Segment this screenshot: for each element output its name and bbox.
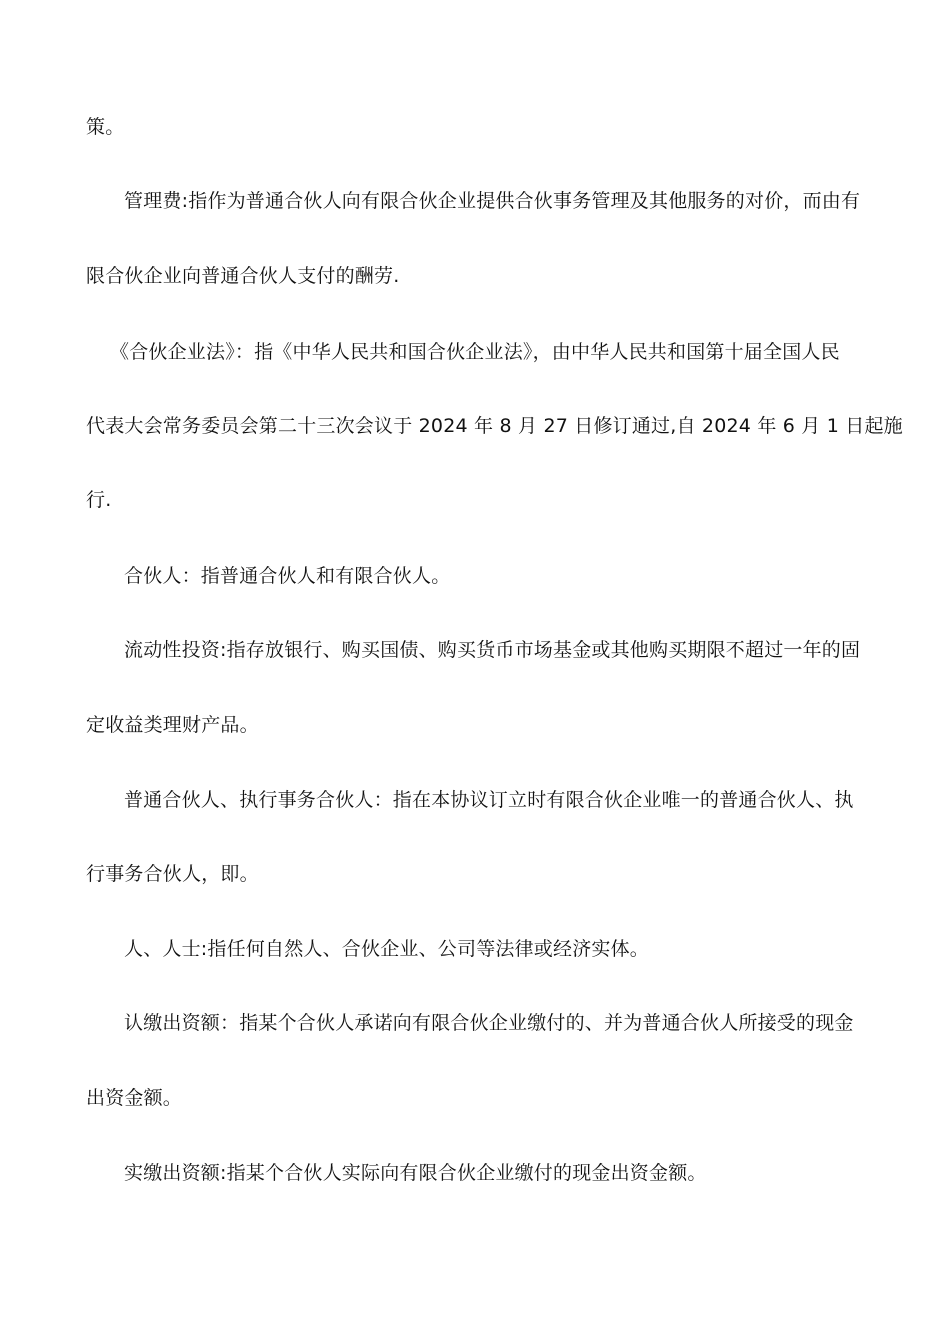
definition-partnership-law: 《合伙企业法》：指《中华人民共和国合伙企业法》，由中华人民共和国第十届全国人民: [110, 341, 840, 363]
definition-management-fee-cont: 限合伙企业向普通合伙人支付的酬劳.: [86, 265, 400, 287]
definition-general-partner-cont: 行事务合伙人，即。: [86, 863, 259, 885]
definition-partner: 合伙人：指普通合伙人和有限合伙人。: [124, 565, 451, 587]
definition-partnership-law-end: 行.: [86, 489, 112, 511]
definition-management-fee: 管理费:指作为普通合伙人向有限合伙企业提供合伙事务管理及其他服务的对价，而由有: [124, 190, 861, 212]
definition-person: 人、人士:指任何自然人、合伙企业、公司等法律或经济实体。: [124, 938, 650, 960]
definition-partnership-law-cont: 代表大会常务委员会第二十三次会议于 2024 年 8 月 27 日修订通过,自 2024 年 6 月 1 日起施: [86, 415, 903, 437]
definition-liquidity-investment-cont: 定收益类理财产品。: [86, 714, 259, 736]
text-line-policy-end: 策。: [86, 116, 125, 138]
definition-subscribed-capital-cont: 出资金额。: [86, 1087, 183, 1109]
definition-general-partner: 普通合伙人、执行事务合伙人：指在本协议订立时有限合伙企业唯一的普通合伙人、执: [124, 789, 854, 811]
definition-liquidity-investment: 流动性投资:指存放银行、购买国债、购买货币市场基金或其他购买期限不超过一年的固: [124, 639, 861, 661]
definition-paid-in-capital: 实缴出资额:指某个合伙人实际向有限合伙企业缴付的现金出资金额。: [124, 1162, 707, 1184]
definition-subscribed-capital: 认缴出资额：指某个合伙人承诺向有限合伙企业缴付的、并为普通合伙人所接受的现金: [124, 1012, 854, 1034]
